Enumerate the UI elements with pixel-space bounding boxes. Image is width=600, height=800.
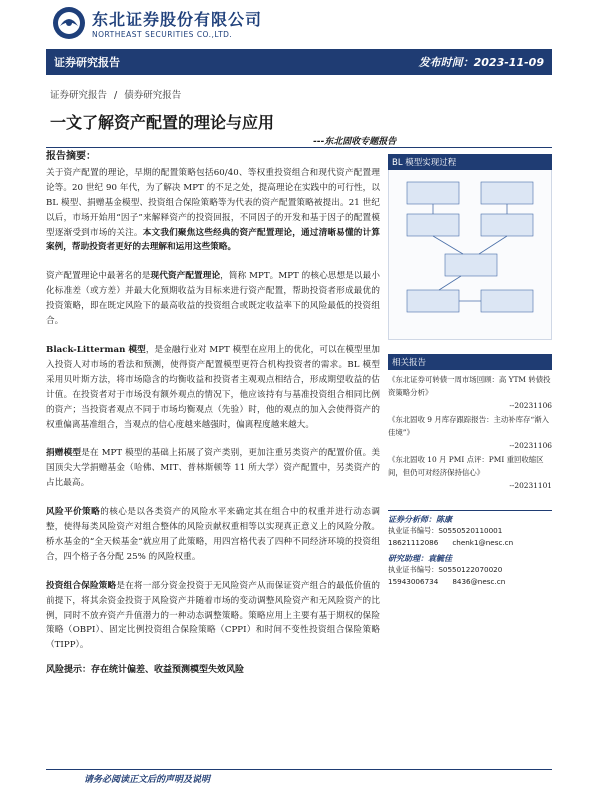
flow-box [481, 290, 533, 312]
analyst-contact [388, 537, 552, 549]
analyst-cert: 执业证书编号：S0550520110001 [388, 526, 503, 535]
paragraph-emphasis: 本文我们聚焦这些经典的资产配置理论，通过清晰易懂的计算案例，帮助投资者更好的去理解和运用这些策略。 [46, 227, 380, 253]
paragraph-text: 是在 MPT 模型的基础上拓展了资产类别，更加注重另类资产的配置价值。美国顶尖大学捐赠基金（哈佛、MIT、普林斯顿等 11 所大学）资产配置中，另类资产的占比最高。 [46, 448, 381, 489]
related-report-date: --20231106 [509, 401, 552, 410]
company-logo-icon [52, 6, 86, 40]
header-bar [46, 49, 552, 75]
endowment-paragraph [46, 446, 380, 491]
mpt-paragraph [46, 269, 380, 329]
report-body [46, 150, 380, 678]
paragraph-text: 关于资产配置的理论，早期的配置策略包括60/40、等权重投资组合和现代资产配置理论等。20 世纪 90 年代，为了解决 MPT 的不足之处，提高理论在实践中的可行性，以 BL 模型、捐赠基金模型、投资组合保险策略等为代表的资产配置策略被提出。21 世纪以后，市场开始用“因子”来解释资产的投资回报，不同因子的开发和基于因子的配置模型逐渐受到市场的关注。 [46, 167, 380, 238]
portfolio-insurance-paragraph [46, 579, 380, 654]
related-report-item[interactable] [388, 454, 552, 490]
risk-parity-paragraph [46, 505, 380, 565]
bl-paragraph [46, 343, 380, 432]
paragraph-text: 资产配置理论中最著名的是 [46, 271, 151, 282]
analyst-role: 证券分析师：陈康 [388, 515, 452, 524]
company-logo [52, 6, 262, 40]
related-reports-heading: 相关报告 [388, 354, 552, 370]
paragraph-emphasis: Black-Litterman 模型 [46, 344, 146, 355]
bl-flowchart [389, 170, 551, 338]
flow-box [481, 214, 533, 236]
related-report-title[interactable]: 《东北固收 10 月 PMI 点评：PMI 重回收缩区间，但仍可对经济保持信心》 [388, 455, 544, 477]
related-report-title[interactable]: 《东北固收 9 月库存跟踪报告：主动补库存“渐入佳境”》 [388, 415, 549, 437]
breadcrumb [50, 87, 185, 101]
summary-heading: 报告摘要： [46, 151, 96, 162]
paragraph-emphasis: 风险平价策略 [46, 507, 101, 518]
page-title: 一文了解资产配置的理论与应用 [50, 113, 275, 132]
risk-warning: 风险提示：存在统计偏差、收益预测模型失效风险 [46, 665, 245, 676]
paragraph-text: ，是金融行业对 MPT 模型在应用上的优化，可以在模型里加入投资人对市场的看法和预测，使得资产配置模型更符合机构投资者的需求。BL 模型采用贝叶斯方法，将市场隐含的均衡收益和投资者主观观点相结合，形成期望收益的估计值。在投资者对于市场没有额外观点的情况下，他应该持有与基准投资组合相同比例的资产；当投资者观点不同于市场均衡观点（先验）时，他的观点的加入会使得资产的权重偏离基准组合，当观点的信心度越来越强时，偏离程度越来越大。 [46, 344, 381, 430]
analyst-phone: 15943006734 [388, 577, 439, 586]
analyst-phone: 18621112086 [388, 538, 439, 547]
paragraph-emphasis: 现代资产配置理论 [150, 271, 221, 282]
flow-arrow [439, 276, 461, 290]
brand-name-en: NORTHEAST SECURITIES CO.,LTD. [92, 30, 233, 39]
breadcrumb-separator: / [114, 90, 118, 101]
diagram-title: BL 模型实现过程 [388, 154, 552, 170]
sidebar [388, 154, 552, 588]
breadcrumb-item: 债券研究报告 [124, 90, 182, 101]
analyst-cert: 执业证书编号：S0550122070020 [388, 565, 503, 574]
flow-arrow [479, 236, 507, 254]
analyst-email[interactable]: chenk1@nesc.cn [452, 538, 514, 547]
summary-paragraph [46, 166, 380, 255]
bl-model-diagram [388, 170, 552, 340]
paragraph-text: ，简称 MPT。MPT 的核心思想是以最小化标准差（或方差）并最大化预期收益为目标来进行资产配置，帮助投资者形成最优的投资策略，即在既定风险下的最高收益的投资组合或既定收益率下的风险最低的投资组合。 [46, 271, 380, 327]
flow-box [481, 182, 533, 204]
related-report-date: --20231106 [509, 441, 552, 450]
brand-name-cn: 东北证券股份有限公司 [92, 10, 263, 29]
paragraph-text: 的核心是以各类资产的风险水平来确定其在组合中的权重并进行动态调整，使得每类风险资产对组合整体的风险贡献权重相等以实现真正意义上的风险分散。桥水基金的“全天候基金”就应用了此策略，用四宫格代表了四种不同经济环境的投资组合，四个格子各分配 25% 的风险权重。 [46, 507, 380, 562]
analyst-role: 研究助理：袁毓佳 [388, 554, 452, 563]
paragraph-text: 是在将一部分资金投资于无风险资产从而保证资产组合的最低价值的前提下，将其余资金投资于风险资产并随着市场的变动调整风险资产和无风险资产的比例，同时不放弃资产升值潜力的一种动态调整策略。策略应用上主要有基于期权的保险策略（OBPI）、固定比例投资组合保险策略（CPPI）和时间不变性投资组合保险策略（TIPP）。 [46, 580, 380, 651]
flow-arrow [433, 236, 463, 254]
flow-box [407, 182, 459, 204]
related-report-title[interactable]: 《东北证券可转债一周市场回顾：高 YTM 转债投资策略分析》 [388, 375, 551, 397]
footer-disclaimer: 请务必阅读正文后的声明及说明 [84, 775, 211, 785]
breadcrumb-item: 证券研究报告 [50, 90, 108, 101]
report-type-label: 证券研究报告 [54, 56, 120, 69]
related-report-date: --20231101 [509, 481, 552, 490]
series-subtitle: ---东北固收专题报告 [313, 137, 397, 147]
related-report-item[interactable] [388, 414, 552, 450]
divider [46, 147, 552, 148]
related-report-item[interactable] [388, 374, 552, 410]
paragraph-emphasis: 捐赠模型 [46, 448, 82, 459]
flow-box [407, 290, 459, 312]
footer-divider [46, 769, 552, 770]
paragraph-emphasis: 投资组合保险策略 [46, 580, 117, 591]
analyst-email[interactable]: 8436@nesc.cn [452, 577, 506, 586]
flow-box [407, 214, 459, 236]
analyst-contact [388, 576, 552, 588]
analyst-info [388, 510, 552, 588]
publish-date: 发布时间：2023-11-09 [418, 56, 544, 69]
flow-box [445, 254, 497, 276]
